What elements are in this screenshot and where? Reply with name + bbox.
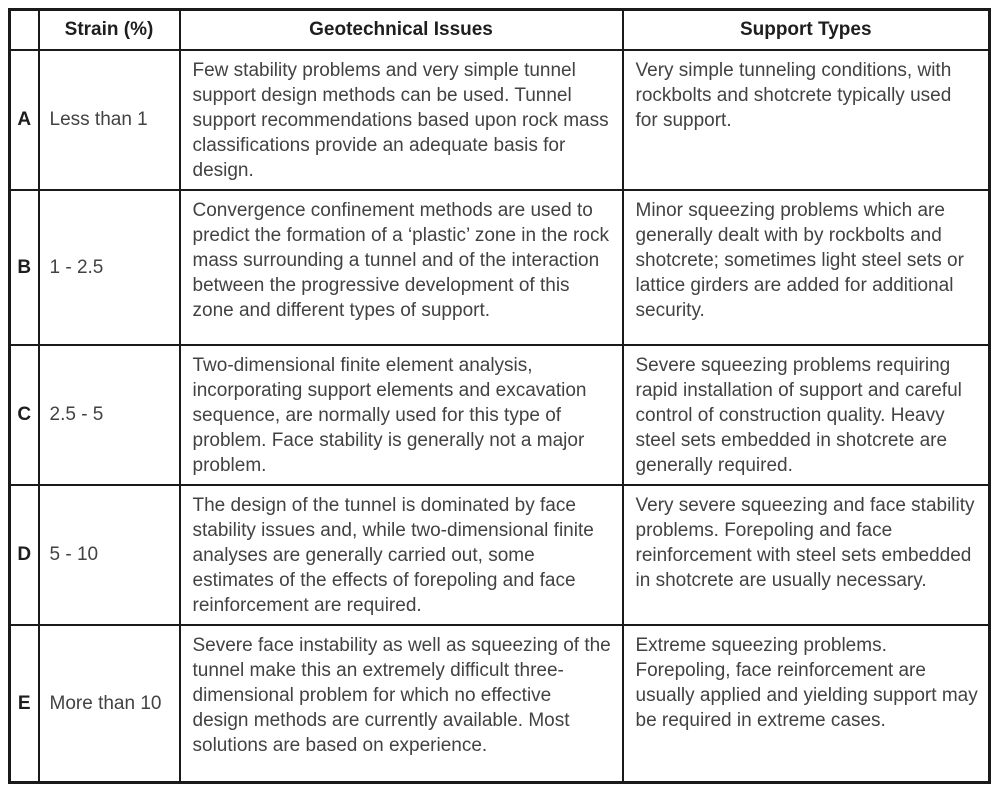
cell-class-letter: D [10, 485, 39, 625]
table-row [10, 485, 990, 625]
cell-strain: 5 - 10 [39, 485, 180, 625]
cell-support-types: Extreme squeezing problems. Forepoling, face reinforcement are usually applied and yielding support may be required in extreme cases. [623, 625, 990, 783]
cell-geotechnical-issues: Convergence confinement methods are used to predict the formation of a ‘plastic’ zone in the rock mass surrounding a tunnel and of the interaction between the progressive development of this zone and different types of support. [180, 190, 623, 345]
cell-support-types: Very simple tunneling conditions, with rockbolts and shotcrete typically used for support. [623, 50, 990, 190]
column-header-geotechnical-issues: Geotechnical Issues [180, 10, 623, 50]
cell-support-types: Severe squeezing problems requiring rapid installation of support and careful control of construction quality. Heavy steel sets embedded in shotcrete are generally required. [623, 345, 990, 485]
cell-strain: Less than 1 [39, 50, 180, 190]
cell-strain: 2.5 - 5 [39, 345, 180, 485]
cell-support-types: Minor squeezing problems which are generally dealt with by rockbolts and shotcrete; sometimes light steel sets or lattice girders are added for additional security. [623, 190, 990, 345]
cell-class-letter: B [10, 190, 39, 345]
column-header-strain: Strain (%) [39, 10, 180, 50]
header-row [10, 10, 990, 50]
table-row [10, 345, 990, 485]
table-row [10, 50, 990, 190]
cell-strain: 1 - 2.5 [39, 190, 180, 345]
table-body [10, 50, 990, 783]
cell-geotechnical-issues: Few stability problems and very simple tunnel support design methods can be used. Tunnel support recommendations based upon rock mass classifications provide an adequate basis for design. [180, 50, 623, 190]
cell-geotechnical-issues: Two-dimensional finite element analysis, incorporating support elements and excavation sequence, are normally used for this type of problem. Face stability is generally not a major problem. [180, 345, 623, 485]
squeezing-classification-table [8, 8, 991, 784]
column-header-row-label [10, 10, 39, 50]
cell-class-letter: C [10, 345, 39, 485]
cell-class-letter: A [10, 50, 39, 190]
cell-geotechnical-issues: Severe face instability as well as squeezing of the tunnel make this an extremely difficult three-dimensional problem for which no effective design methods are currently available. Most solutions are based on experience. [180, 625, 623, 783]
table-row [10, 190, 990, 345]
cell-support-types: Very severe squeezing and face stability problems. Forepoling and face reinforcement with steel sets embedded in shotcrete are usually necessary. [623, 485, 990, 625]
cell-class-letter: E [10, 625, 39, 783]
table-row [10, 625, 990, 783]
cell-geotechnical-issues: The design of the tunnel is dominated by face stability issues and, while two-dimensional finite analyses are generally carried out, some estimates of the effects of forepoling and face reinforcement are required. [180, 485, 623, 625]
column-header-support-types: Support Types [623, 10, 990, 50]
table-header [10, 10, 990, 50]
cell-strain: More than 10 [39, 625, 180, 783]
